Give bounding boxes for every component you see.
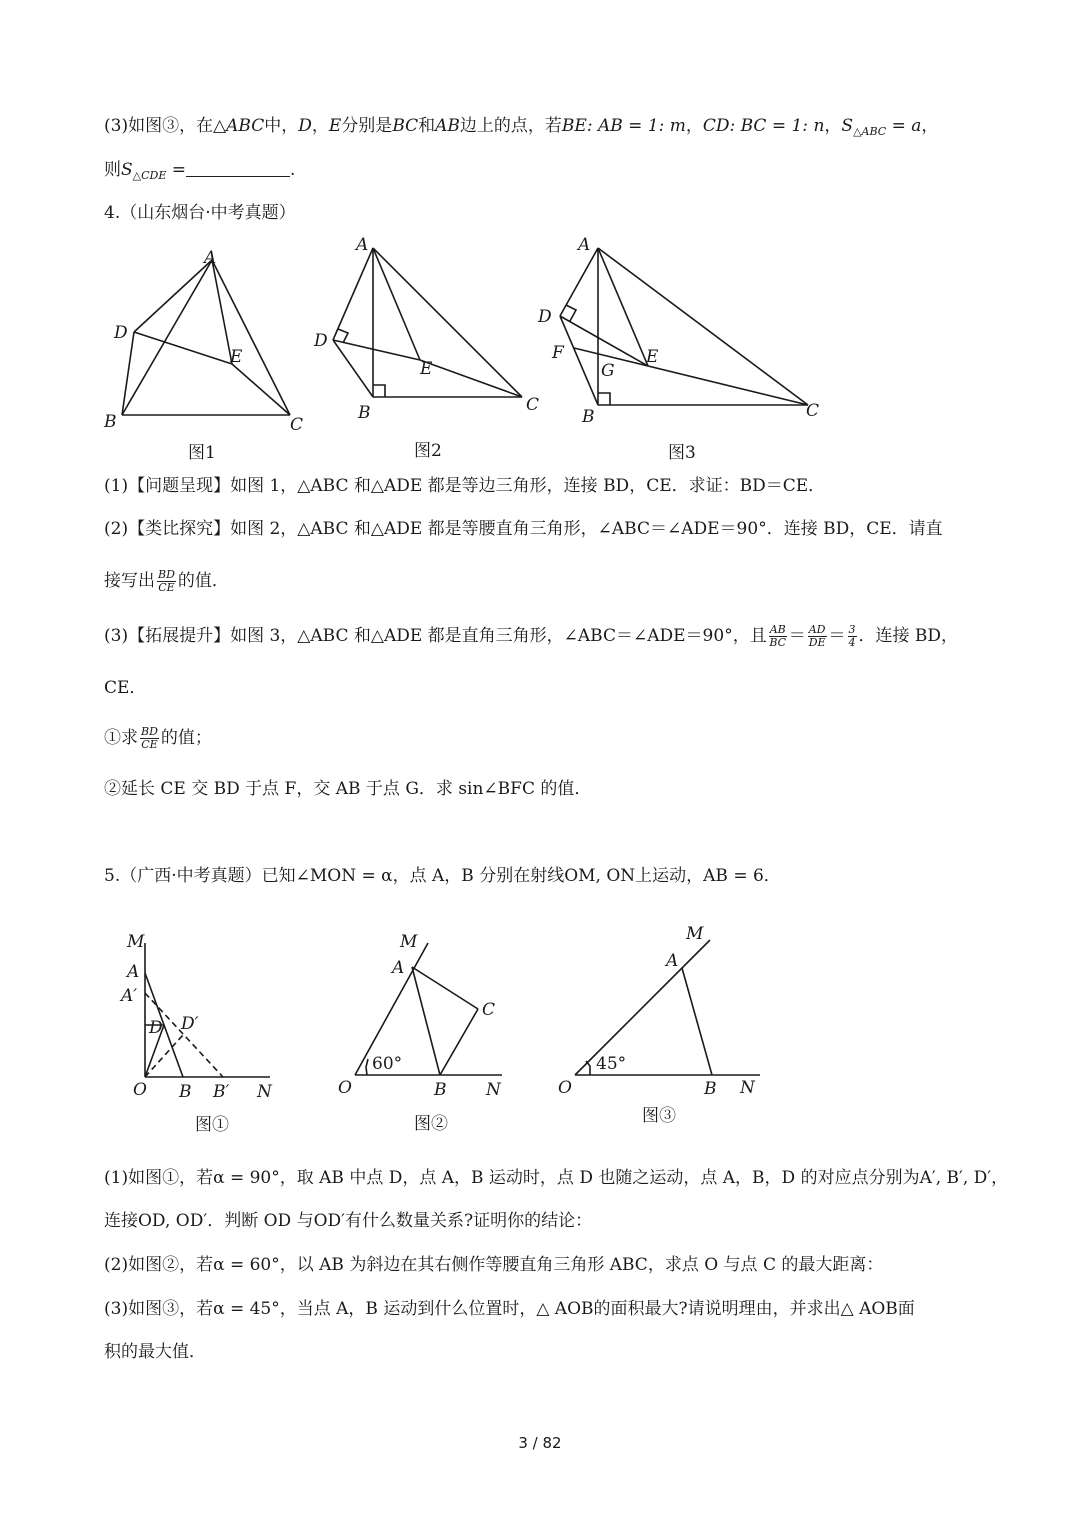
q5-fig2-label-b: B bbox=[434, 1080, 447, 1100]
fig2-label-c: C bbox=[526, 395, 540, 415]
q3-part3-line1: (3)如图③，在△ABC中，D，E分别是BC和AB边上的点，若BE: AB = 1: m，CD: BC = 1: n，$S_{\triangle ABC} = a$， bbox=[104, 116, 939, 138]
q5-figure-1 bbox=[115, 925, 290, 1140]
q5-fig1-label-d-prime: D′ bbox=[181, 1014, 199, 1034]
q5-part3-line2: 积的最大值． bbox=[104, 1342, 206, 1362]
q4-part3-line2: CE． bbox=[104, 678, 147, 698]
q5-fig2-label-n: N bbox=[486, 1080, 501, 1100]
answer-blank bbox=[186, 160, 290, 177]
q5-part1-line1: (1)如图①，若α = 90°，取 AB 中点 D，点 A，B 运动时，点 D 也随之运动，点 A，B，D 的对应点分别为A′, B′, D′， bbox=[104, 1168, 1009, 1188]
fig3-caption: 图3 bbox=[668, 443, 696, 463]
q5-part3-line1: (3)如图③，若α = 45°，当点 A，B 运动到什么位置时，△ AOB的面积最大?请说明理由，并求出△ AOB面 bbox=[104, 1299, 915, 1319]
fig3-label-e: E bbox=[646, 347, 659, 367]
q5-header: 5.（广西·中考真题）已知∠MON = α，点 A，B 分别在射线OM, ON上运动，AB = 6． bbox=[104, 866, 781, 886]
q4-part2-line1: (2)【类比探究】如图 2，△ABC 和△ADE 都是等腰直角三角形，∠ABC＝∠ADE＝90°．连接 BD，CE．请直 bbox=[104, 519, 943, 539]
q5-fig2-label-c: C bbox=[482, 1000, 496, 1020]
q5-fig2-angle: 60° bbox=[372, 1054, 403, 1074]
q5-fig3-label-n: N bbox=[740, 1078, 755, 1098]
q5-fig3-label-o: O bbox=[558, 1078, 572, 1098]
q5-fig3-label-m: M bbox=[686, 924, 704, 944]
fig3-label-b: B bbox=[582, 407, 595, 427]
fig2-label-b: B bbox=[358, 403, 371, 423]
fig3-label-d: D bbox=[538, 307, 552, 327]
fig2-label-d: D bbox=[314, 331, 328, 351]
q5-fig2-label-m: M bbox=[400, 932, 418, 952]
q5-part2: (2)如图②，若α = 60°，以 AB 为斜边在其右侧作等腰直角三角形 ABC，求点 O 与点 C 的最大距离： bbox=[104, 1255, 884, 1275]
fig2-label-e: E bbox=[420, 359, 433, 379]
fraction-bd-ce: $\frac{BD}{CE}$ bbox=[158, 568, 175, 594]
q5-fig1-label-a-prime: A′ bbox=[121, 986, 138, 1006]
fig3-label-g: G bbox=[601, 361, 615, 381]
fig1-label-a: A bbox=[204, 248, 217, 268]
fraction-ad-de: $\frac{AD}{DE}$ bbox=[808, 623, 826, 649]
q5-fig3-caption: 图③ bbox=[642, 1106, 676, 1126]
q5-fig1-label-m: M bbox=[127, 932, 145, 952]
q5-fig3-label-a: A bbox=[666, 951, 679, 971]
q5-fig1-label-a: A bbox=[127, 962, 140, 982]
q5-fig1-label-o: O bbox=[133, 1080, 147, 1100]
q5-figure-3 bbox=[550, 915, 770, 1130]
q4-header: 4.（山东烟台·中考真题） bbox=[104, 203, 296, 223]
fig1-label-e: E bbox=[230, 347, 243, 367]
q5-fig1-label-b-prime: B′ bbox=[213, 1082, 230, 1102]
q5-fig1-label-d: D bbox=[149, 1018, 163, 1038]
page-number: 3 / 82 bbox=[518, 1434, 562, 1452]
q5-fig2-caption: 图② bbox=[414, 1114, 448, 1134]
q4-part3-line1: (3)【拓展提升】如图 3，△ABC 和△ADE 都是直角三角形，∠ABC＝∠ADE＝90°，且 $\frac{AB}{BC}$ ＝ $\frac{AD}{DE}$ ＝ $\frac{3}{4}$ ．连接 BD， bbox=[104, 623, 959, 649]
q4-figure-3 bbox=[530, 230, 840, 470]
q4-part1: (1)【问题呈现】如图 1，△ABC 和△ADE 都是等边三角形，连接 BD，CE．求证：BD＝CE． bbox=[104, 476, 826, 496]
q4-part3-sub1: ①求 $\frac{BD}{CE}$ 的值； bbox=[104, 725, 212, 751]
fig1-label-b: B bbox=[104, 412, 117, 432]
q5-fig3-label-b: B bbox=[704, 1079, 717, 1099]
q5-fig1-label-b: B bbox=[179, 1082, 192, 1102]
fig1-label-c: C bbox=[290, 415, 304, 435]
q5-part1-line2: 连接OD, OD′．判断 OD 与OD′有什么数量关系?证明你的结论： bbox=[104, 1211, 593, 1231]
q5-fig2-label-o: O bbox=[338, 1078, 352, 1098]
fig1-label-d: D bbox=[114, 323, 128, 343]
fig1-caption: 图1 bbox=[188, 443, 216, 463]
fraction-bd-ce-2: $\frac{BD}{CE}$ bbox=[141, 725, 158, 751]
fig3-label-f: F bbox=[552, 343, 564, 363]
q5-figure-2 bbox=[330, 925, 530, 1140]
fraction-3-4: $\frac{3}{4}$ bbox=[848, 623, 856, 649]
q5-fig2-label-a: A bbox=[392, 958, 405, 978]
fig3-label-c: C bbox=[806, 401, 820, 421]
fig2-caption: 图2 bbox=[414, 441, 442, 461]
q5-fig1-caption: 图① bbox=[195, 1115, 229, 1135]
q4-figure-2 bbox=[310, 230, 560, 470]
q5-fig3-angle: 45° bbox=[596, 1054, 627, 1074]
fig2-label-a: A bbox=[356, 235, 369, 255]
fraction-ab-bc: $\frac{AB}{BC}$ bbox=[769, 623, 787, 649]
q3-part3-line2: 则$S_{\triangle CDE}$ = . bbox=[104, 160, 296, 182]
q4-figure-1 bbox=[100, 240, 320, 470]
q4-part2-line2: 接写出 $\frac{BD}{CE}$ 的值． bbox=[104, 568, 229, 594]
fig3-label-a: A bbox=[578, 235, 591, 255]
q4-part3-sub2: ②延长 CE 交 BD 于点 F，交 AB 于点 G．求 sin∠BFC 的值． bbox=[104, 779, 592, 799]
q5-fig1-label-n: N bbox=[257, 1082, 272, 1102]
